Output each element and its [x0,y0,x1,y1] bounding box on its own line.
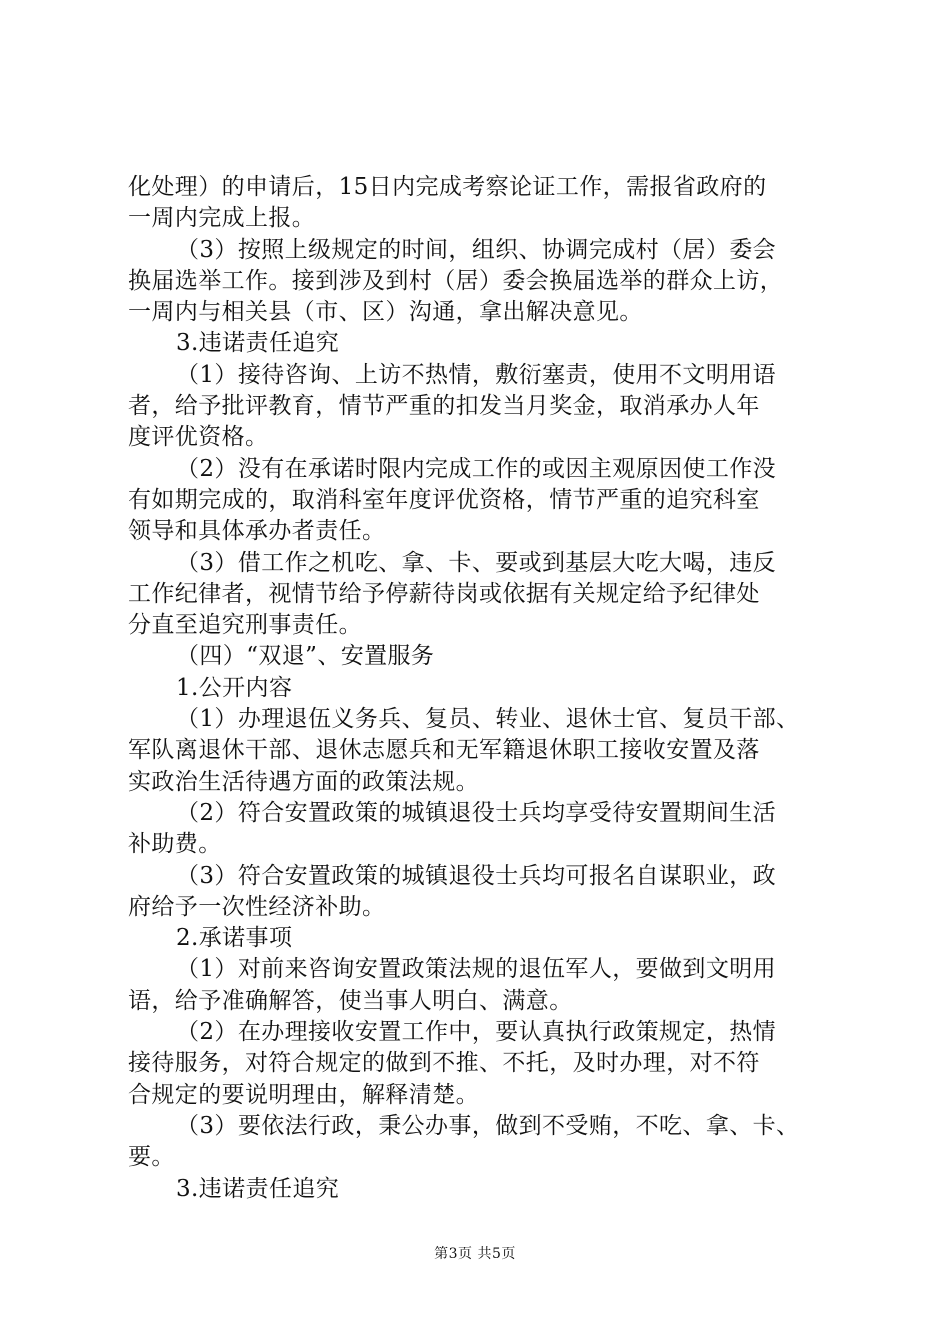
text-line: （1）办理退伍义务兵、复员、转业、退休士官、复员干部、 [176,706,800,733]
text-line: （2）在办理接收安置工作中，要认真执行政策规定，热情 [176,1019,777,1046]
text-line: （3）按照上级规定的时间，组织、协调完成村（居）委会 [176,236,777,263]
text-line: 有如期完成的，取消科室年度评优资格，情节严重的追究科室 [128,486,760,513]
text-line: （2）没有在承诺时限内完成工作的或因主观原因使工作没 [176,455,777,482]
text-line: 化处理）的申请后，15日内完成考察论证工作，需报省政府的 [128,174,767,200]
section-heading: 3.违诺责任追究 [176,330,340,357]
text-line: 接待服务，对符合规定的做到不推、不托，及时办理，对不符 [128,1050,760,1077]
text-line: 一周内与相关县（市、区）沟通，拿出解决意见。 [128,299,643,326]
text-line: 实政治生活待遇方面的政策法规。 [128,768,479,795]
document-body [128,172,828,1205]
section-heading: （四）“双退”、安置服务 [176,643,435,670]
text-line: 换届选举工作。接到涉及到村（居）委会换届选举的群众上访， [128,267,784,294]
text-line: 度评优资格。 [128,424,269,451]
text-line: （3）借工作之机吃、拿、卡、要或到基层大吃大喝，违反 [176,549,777,576]
text-line: （3）要依法行政，秉公办事，做到不受贿，不吃、拿、卡、 [176,1112,800,1139]
text-line: 领导和具体承办者责任。 [128,518,386,545]
section-heading: 2.承诺事项 [176,925,293,952]
section-heading: 3.违诺责任追究 [176,1175,340,1202]
text-line: 府给予一次性经济补助。 [128,893,386,920]
text-line: 语，给予准确解答，使当事人明白、满意。 [128,987,573,1014]
text-line: 工作纪律者，视情节给予停薪待岗或依据有关规定给予纪律处 [128,580,760,607]
text-line: （2）符合安置政策的城镇退役士兵均享受待安置期间生活 [176,799,777,826]
text-line: （1）接待咨询、上访不热情，敷衍塞责，使用不文明用语 [176,361,777,388]
text-line: 合规定的要说明理由，解释清楚。 [128,1081,479,1108]
text-line: （3）符合安置政策的城镇退役士兵均可报名自谋职业，政 [176,862,777,889]
text-line: （1）对前来咨询安置政策法规的退伍军人，要做到文明用 [176,956,777,983]
text-line: 要。 [128,1144,175,1171]
section-heading: 1.公开内容 [176,674,293,701]
text-line: 者，给予批评教育，情节严重的扣发当月奖金，取消承办人年 [128,393,760,420]
text-line: 一周内完成上报。 [128,205,316,232]
text-line: 补助费。 [128,831,222,858]
text-line: 军队离退休干部、退休志愿兵和无军籍退休职工接收安置及落 [128,737,760,764]
page-number-footer: 第3页 共5页 [434,1246,516,1262]
text-line: 分直至追究刑事责任。 [128,612,362,639]
